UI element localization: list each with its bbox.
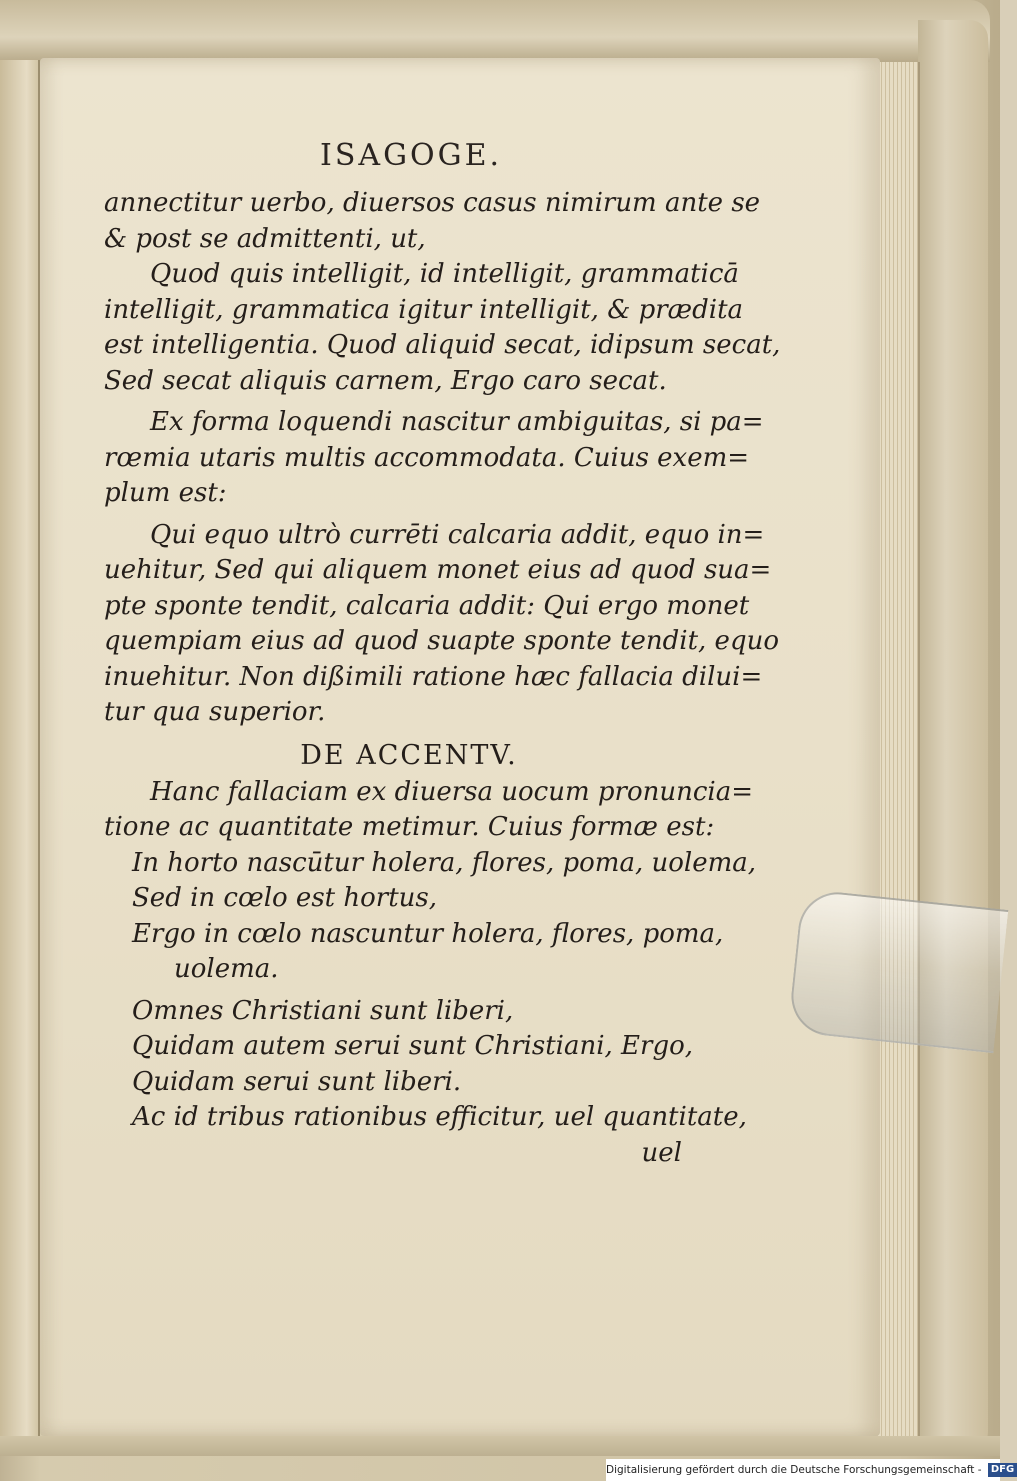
text-line: Ex forma loquendi nascitur ambiguitas, si pa=: [150, 407, 764, 437]
verse-line: uolema.: [174, 954, 279, 984]
verse-line: Quidam autem serui sunt Christiani, Ergo,: [132, 1031, 694, 1061]
text-line: est intelligentia. Quod aliquid secat, idipsum secat,: [104, 330, 781, 360]
text-line: pte sponte tendit, calcaria addit: Qui ergo monet: [104, 590, 750, 621]
text-line: annectitur uerbo, diuersos casus nimirum ante se: [104, 188, 761, 218]
facing-page-edge: [0, 60, 40, 1440]
catchword: uel: [641, 1137, 682, 1168]
text-line: Hanc fallaciam ex diuersa uocum pronuncia=: [150, 776, 753, 807]
text-line: tur qua superior.: [104, 697, 326, 727]
text-line: & post se admittenti, ut,: [104, 223, 426, 254]
text-line: uehitur, Sed qui aliquem monet eius ad quod sua=: [104, 555, 772, 585]
page-edges: [878, 62, 920, 1438]
text-line: Ac id tribus rationibus efficitur, uel quantitate,: [132, 1102, 747, 1132]
text-line: Quod quis intelligit, id intelligit, grammaticā: [150, 259, 739, 289]
digitization-footer: [606, 1459, 1015, 1481]
text-line: rœmia utaris multis accommodata. Cuius exem=: [104, 442, 750, 473]
text-line: intelligit, grammatica igitur intelligit, & prædita: [104, 294, 744, 325]
page-text-block: [104, 186, 781, 1171]
section-heading: DE ACCENTV.: [300, 739, 518, 771]
text-line: plum est:: [104, 478, 227, 508]
running-head-text: ISAGOGE.: [320, 138, 503, 173]
book-cover-right: [918, 20, 988, 1450]
text-line: tione ac quantitate metimur. Cuius formæ est:: [104, 812, 715, 842]
verse-line: Omnes Christiani sunt liberi,: [132, 995, 514, 1026]
text-line: Qui equo ultrò currēti calcaria addit, equo in=: [150, 519, 765, 550]
verse-line: Sed in cœlo est hortus,: [132, 883, 438, 913]
text-line: Sed secat aliquis carnem, Ergo caro secat.: [104, 365, 667, 396]
text-line: inuehitur. Non dißimili ratione hæc fallacia dilui=: [104, 661, 763, 692]
verse-line: In horto nascūtur holera, flores, poma, uolema,: [132, 847, 756, 878]
book-cover-top: [0, 0, 990, 62]
verse-line: Quidam serui sunt liberi.: [132, 1066, 462, 1097]
verse-line: Ergo in cœlo nascuntur holera, flores, poma,: [132, 918, 724, 949]
text-line: quempiam eius ad quod suapte sponte tendit, equo: [104, 626, 779, 656]
footer-text: Digitalisierung gefördert durch die Deutsche Forschungsgemeinschaft -: [606, 1464, 982, 1476]
book-bottom-edge: [0, 1436, 1000, 1456]
dfg-logo: DFG: [988, 1463, 1017, 1477]
glass-page-clamp: [787, 888, 1008, 1053]
